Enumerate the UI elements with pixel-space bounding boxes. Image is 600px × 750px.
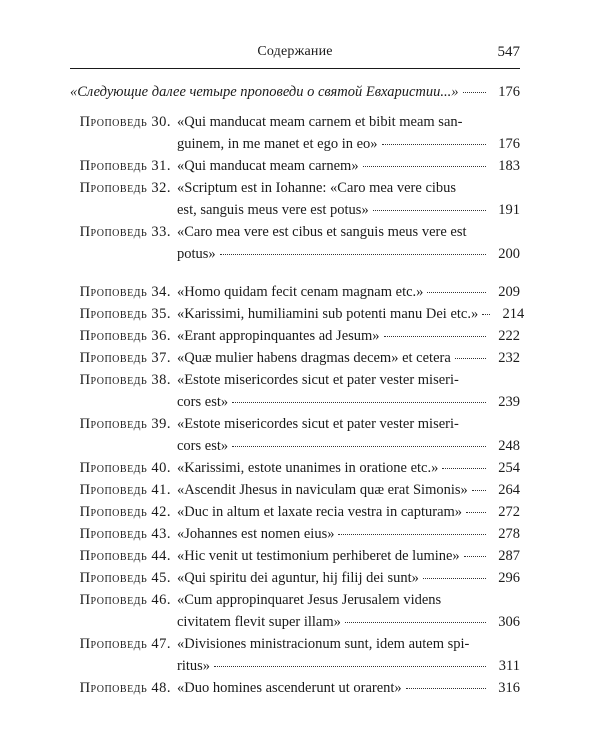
sermon-title-line: «Johannes est nomen eius» <box>177 526 335 542</box>
dot-leader <box>382 144 486 145</box>
toc-entry[interactable] <box>70 306 525 328</box>
sermon-page: 254 <box>498 460 520 476</box>
sermon-title-line: «Qui manducat meam carnem» <box>177 158 359 174</box>
sermon-title <box>177 350 520 372</box>
sermon-title-line: «Qui manducat meam carnem et bibit meam san- <box>177 114 463 130</box>
sermon-title-line: «Erant appropinquantes ad Jesum» <box>177 328 380 344</box>
sermon-title-line: «Hic venit ut testimonium perhiberet de lumine» <box>177 548 460 564</box>
sermon-label: Проповедь 33. <box>79 224 171 240</box>
sermon-title <box>177 284 520 306</box>
sermon-title-line: «Qui spiritu dei aguntur, hij filij dei sunt» <box>177 570 419 586</box>
sermon-title-line: «Estote misericordes sicut et pater vester miseri- <box>177 416 459 432</box>
sermon-title-line: civitatem flevit super illam» <box>177 614 341 630</box>
sermon-label: Проповедь 40. <box>79 460 171 476</box>
section-gap <box>70 268 520 284</box>
toc-entry[interactable] <box>70 284 520 306</box>
sermon-title <box>177 570 520 592</box>
dot-leader <box>482 314 490 315</box>
sermon-page: 311 <box>498 658 520 674</box>
sermon-label: Проповедь 32. <box>79 180 171 196</box>
dot-leader <box>466 512 486 513</box>
sermon-title <box>177 372 520 416</box>
sermon-page: 316 <box>498 680 520 696</box>
sermon-label: Проповедь 34. <box>79 284 171 300</box>
sermon-title-line: ritus» <box>177 658 211 674</box>
sermon-title-line: «Duo homines ascenderunt ut orarent» <box>177 680 402 696</box>
sermon-label: Проповедь 36. <box>79 328 171 344</box>
sermon-title <box>177 180 520 224</box>
sermon-page: 287 <box>498 548 520 564</box>
sermon-title <box>177 328 520 350</box>
sermon-title-line: «Karissimi, estote unanimes in oratione etc.» <box>177 460 439 476</box>
sermon-label: Проповедь 30. <box>79 114 171 130</box>
sermon-label: Проповедь 46. <box>79 592 171 608</box>
sermon-title-line: «Ascendit Jhesus in naviculam quæ erat Simonis» <box>177 482 468 498</box>
sermon-title-line: cors est» <box>177 394 229 410</box>
sermon-page: 239 <box>498 394 520 410</box>
page-header <box>70 44 520 66</box>
dot-leader <box>214 666 486 667</box>
toc-entry[interactable] <box>70 328 520 350</box>
sermon-page: 264 <box>498 482 520 498</box>
table-of-contents <box>70 80 525 702</box>
sermon-label: Проповедь 39. <box>79 416 171 432</box>
sermon-title <box>177 548 520 570</box>
toc-entry[interactable] <box>70 224 520 268</box>
sermon-title-line: «Homo quidam fecit cenam magnam etc.» <box>177 284 424 300</box>
sermon-page: 176 <box>498 136 520 152</box>
dot-leader <box>232 446 486 447</box>
sermon-page: 248 <box>498 438 520 454</box>
toc-entry[interactable] <box>70 416 520 460</box>
dot-leader <box>427 292 486 293</box>
sermon-label: Проповедь 45. <box>79 570 171 586</box>
dot-leader <box>345 622 486 623</box>
sermon-title-line: «Duc in altum et laxate recia vestra in capturam» <box>177 504 463 520</box>
dot-leader <box>472 490 486 491</box>
dot-leader <box>463 92 486 93</box>
sermon-title-line: «Quæ mulier habens dragmas decem» et cetera <box>177 350 451 366</box>
sermon-label: Проповедь 44. <box>79 548 171 564</box>
sermon-label: Проповедь 37. <box>79 350 171 366</box>
sermon-page: 183 <box>498 158 520 174</box>
sermon-title-line: «Karissimi, humiliamini sub potenti manu Dei etc.» <box>177 306 479 322</box>
running-title: Содержание <box>257 44 333 59</box>
page-number: 547 <box>497 44 520 60</box>
sermon-label: Проповедь 47. <box>79 636 171 652</box>
sermon-title <box>177 680 520 702</box>
sermon-title <box>177 526 520 548</box>
dot-leader <box>363 166 486 167</box>
toc-entry[interactable] <box>70 350 520 372</box>
dot-leader <box>220 254 486 255</box>
dot-leader <box>455 358 486 359</box>
sermon-title-line: est, sanguis meus vere est potus» <box>177 202 369 218</box>
sermon-title-line: «Estote misericordes sicut et pater vester miseri- <box>177 372 459 388</box>
sermon-title <box>177 482 520 504</box>
toc-entry[interactable] <box>70 636 520 680</box>
sermon-title-line: cors est» <box>177 438 229 454</box>
toc-entry[interactable] <box>70 592 520 636</box>
sermon-label: Проповедь 35. <box>79 306 171 322</box>
toc-intro-entry[interactable] <box>70 84 520 108</box>
sermon-title-line: «Scriptum est in Iohanne: «Caro mea vere cibus <box>177 180 457 196</box>
toc-entry[interactable] <box>70 460 520 482</box>
sermon-title <box>177 504 520 526</box>
sermon-title <box>177 158 520 180</box>
sermon-label: Проповедь 38. <box>79 372 171 388</box>
sermon-page: 214 <box>502 306 525 322</box>
sermon-title <box>177 224 520 268</box>
dot-leader <box>464 556 486 557</box>
sermon-page: 296 <box>498 570 520 586</box>
sermon-page: 222 <box>498 328 520 344</box>
sermon-label: Проповедь 41. <box>79 482 171 498</box>
sermon-label: Проповедь 48. <box>79 680 171 696</box>
sermon-title <box>177 306 524 328</box>
dot-leader <box>373 210 486 211</box>
sermon-title <box>177 636 520 680</box>
toc-entries <box>70 114 525 702</box>
sermon-page: 200 <box>498 246 520 262</box>
toc-entry[interactable] <box>70 180 520 224</box>
toc-entry[interactable] <box>70 526 520 548</box>
sermon-label: Проповедь 42. <box>79 504 171 520</box>
toc-intro-text: «Следующие далее четыре проповеди о святой Евхаристии...» <box>70 84 459 100</box>
dot-leader <box>232 402 486 403</box>
toc-entry[interactable] <box>70 504 520 526</box>
header-rule <box>70 68 520 69</box>
toc-entry[interactable] <box>70 372 520 416</box>
dot-leader <box>442 468 486 469</box>
sermon-title <box>177 416 520 460</box>
dot-leader <box>384 336 486 337</box>
toc-intro-page: 176 <box>498 84 520 100</box>
sermon-page: 191 <box>498 202 520 218</box>
sermon-title-line: guinem, in me manet et ego in eo» <box>177 136 378 152</box>
sermon-page: 272 <box>498 504 520 520</box>
sermon-title <box>177 114 520 158</box>
sermon-label: Проповедь 43. <box>79 526 171 542</box>
sermon-label: Проповедь 31. <box>79 158 171 174</box>
sermon-title-line: «Divisiones ministracionum sunt, idem autem spi- <box>177 636 470 652</box>
toc-entry[interactable] <box>70 482 520 504</box>
sermon-page: 278 <box>498 526 520 542</box>
sermon-title-line: «Caro mea vere est cibus et sanguis meus vere est <box>177 224 467 240</box>
toc-entry[interactable] <box>70 114 520 158</box>
sermon-page: 306 <box>498 614 520 630</box>
sermon-page: 209 <box>498 284 520 300</box>
sermon-title <box>177 592 520 636</box>
toc-entry[interactable] <box>70 680 520 702</box>
dot-leader <box>423 578 486 579</box>
toc-entry[interactable] <box>70 548 520 570</box>
dot-leader <box>338 534 486 535</box>
sermon-page: 232 <box>498 350 520 366</box>
dot-leader <box>406 688 486 689</box>
sermon-title <box>177 460 520 482</box>
sermon-title-line: «Cum appropinquaret Jesus Jerusalem videns <box>177 592 442 608</box>
sermon-title-line: potus» <box>177 246 216 262</box>
toc-entry[interactable] <box>70 158 520 180</box>
toc-entry[interactable] <box>70 570 520 592</box>
